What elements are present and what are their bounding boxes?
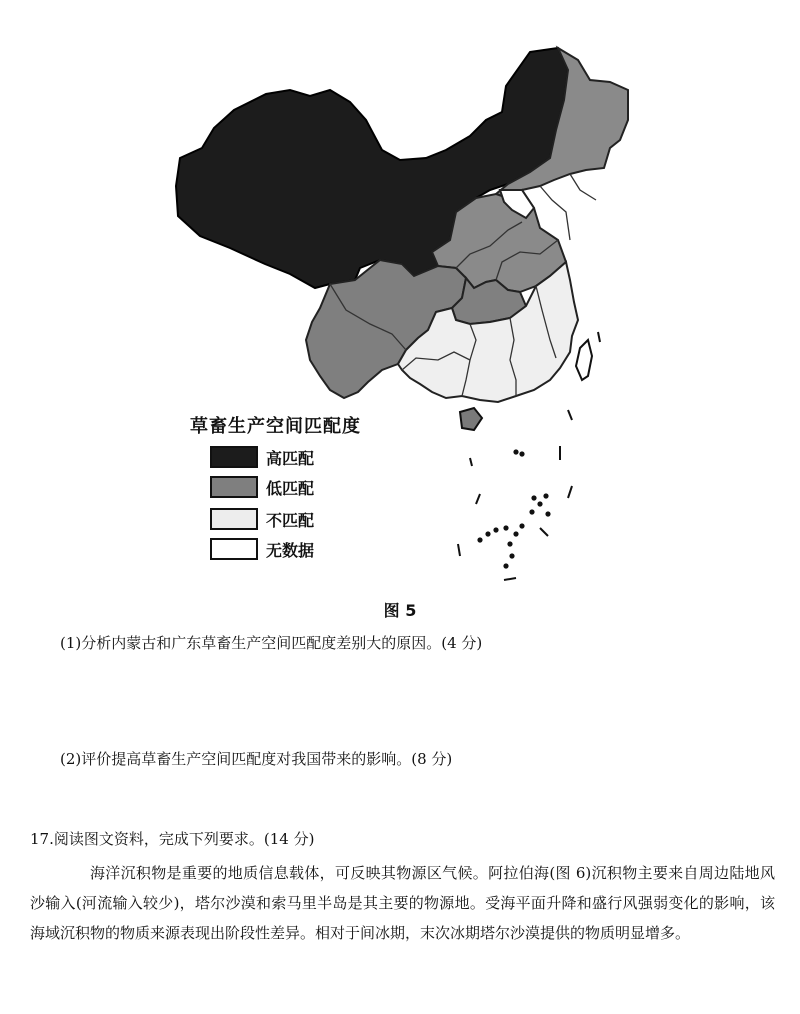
legend-item-low	[210, 474, 314, 500]
figure-caption: 图 5	[383, 601, 417, 620]
question-2: (2)评价提高草畜生产空间匹配度对我国带来的影响。(8 分)	[60, 750, 453, 768]
legend-item-nodata	[210, 536, 314, 562]
legend-swatch-high	[210, 446, 258, 468]
legend-item-none	[210, 506, 314, 532]
legend-label-none: 不匹配	[266, 510, 315, 530]
legend-swatch-nodata	[210, 538, 258, 560]
legend-swatch-none	[210, 508, 258, 530]
question-1: (1)分析内蒙古和广东草畜生产空间匹配度差别大的原因。(4 分)	[60, 634, 483, 652]
legend-title: 草畜生产空间匹配度	[190, 416, 361, 437]
question-17-heading: 17.阅读图文资料，完成下列要求。(14 分)	[30, 830, 315, 848]
legend-item-high	[210, 444, 314, 470]
legend-label-low: 低匹配	[266, 478, 315, 498]
legend-label-nodata: 无数据	[266, 540, 315, 560]
question-17-paragraph: 海洋沉积物是重要的地质信息载体，可反映其物源区气候。阿拉伯海(图 6)沉积物主要来自周边陆地风沙输入(河流输入较少)，塔尔沙漠和索马里半岛是其主要的物源地。受海平面升降和盛行风强弱变化的影响，该海域沉积物的物质来源表现出阶段性差异。相对于间冰期，末次冰期塔尔沙漠提供的物质明显增多。	[30, 864, 775, 942]
taiwan	[576, 340, 592, 380]
hainan	[460, 408, 482, 430]
legend-label-high: 高匹配	[266, 448, 315, 468]
legend-swatch-low	[210, 476, 258, 498]
